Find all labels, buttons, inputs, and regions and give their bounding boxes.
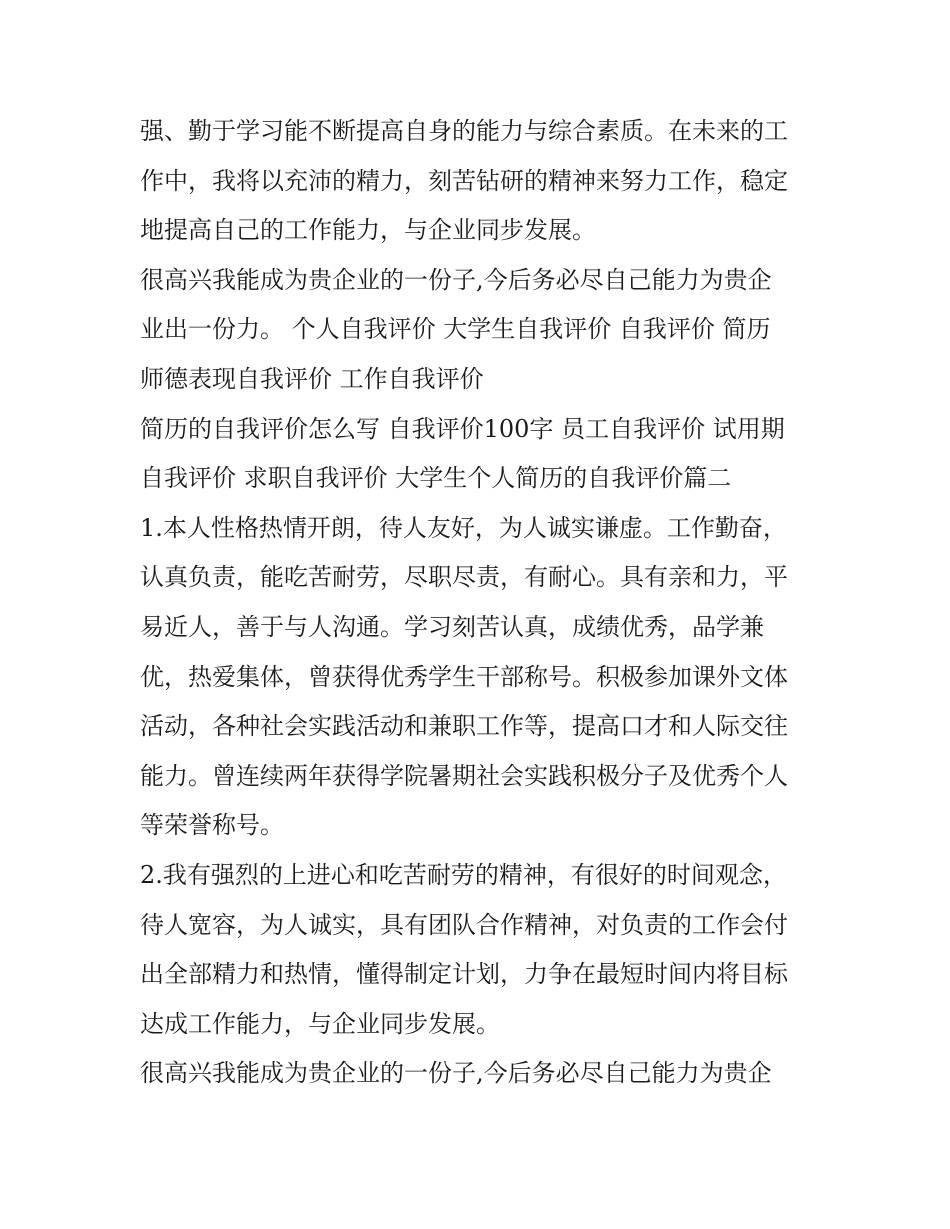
text-line: 很高兴我能成为贵企业的一份子,今后务必尽自己能力为贵企 [140, 1059, 772, 1088]
text-line: 自我评价 求职自我评价 大学生个人简历的自我评价篇二 [140, 464, 732, 493]
text-line: 强、勤于学习能不断提高自身的能力与综合素质。在未来的工 [140, 117, 788, 145]
text-line: 认真负责，能吃苦耐劳，尽职尽责，有耐心。具有亲和力，平 [140, 563, 788, 592]
text-line: 达成工作能力，与企业同步发展。 [140, 1009, 500, 1038]
text-line: 出全部精力和热情，懂得制定计划，力争在最短时间内将目标 [140, 960, 788, 989]
document-body [140, 107, 820, 1099]
text-line: 很高兴我能成为贵企业的一份子,今后务必尽自己能力为贵企 [140, 265, 772, 294]
text-line: 师德表现自我评价 工作自我评价 [140, 364, 484, 393]
text-line: 待人宽容，为人诚实，具有团队合作精神，对负责的工作会付 [140, 910, 788, 939]
text-line: 等荣誉称号。 [140, 811, 284, 840]
text-line: 易近人，善于与人沟通。学习刻苦认真，成绩优秀，品学兼 [140, 612, 764, 641]
text-line: 1.本人性格热情开朗，待人友好，为人诚实谦虚。工作勤奋， [140, 513, 787, 542]
text-line: 活动，各种社会实践活动和兼职工作等，提高口才和人际交往 [140, 712, 788, 741]
text-line: 地提高自己的工作能力，与企业同步发展。 [140, 216, 596, 245]
text-line: 能力。曾连续两年获得学院暑期社会实践积极分子及优秀个人 [140, 761, 788, 790]
text-line: 简历的自我评价怎么写 自我评价100字 员工自我评价 试用期 [140, 414, 785, 443]
text-line: 作中，我将以充沛的精力，刻苦钻研的精神来努力工作，稳定 [140, 166, 788, 195]
text-line: 2.我有强烈的上进心和吃苦耐劳的精神，有很好的时间观念， [140, 860, 787, 889]
text-line: 优，热爱集体，曾获得优秀学生干部称号。积极参加课外文体 [140, 662, 788, 691]
text-line: 业出一份力。 个人自我评价 大学生自我评价 自我评价 简历 [140, 315, 771, 344]
